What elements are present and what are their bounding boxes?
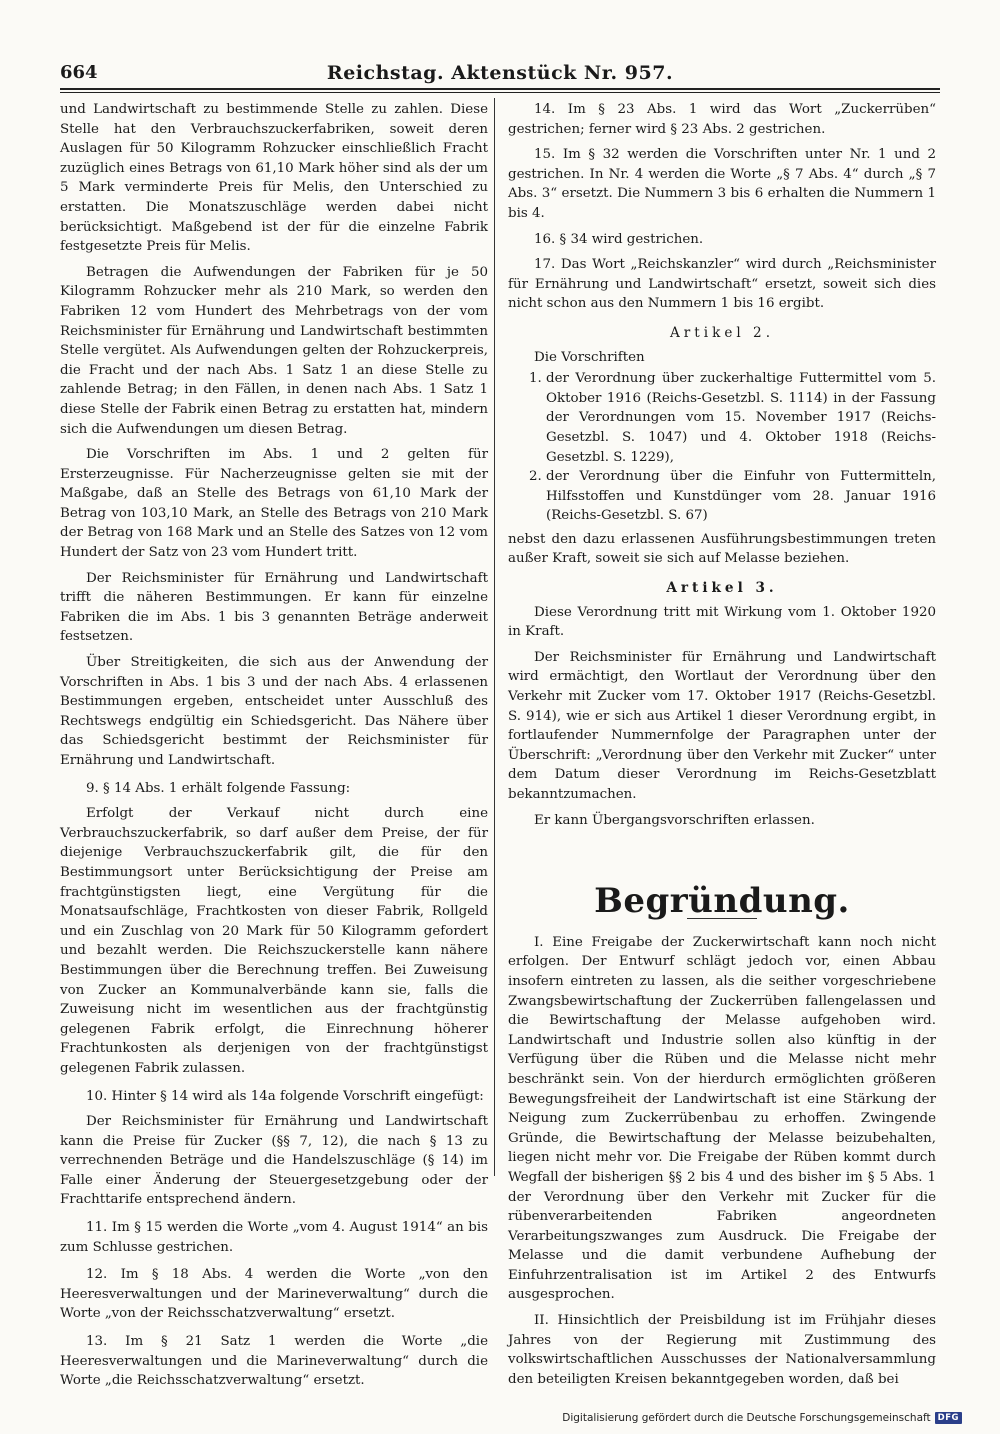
numbered-item: 14. Im § 23 Abs. 1 wird das Wort „Zuckerrüben“ gestrichen; ferner wird § 23 Abs. 2 gestrichen.	[508, 102, 936, 137]
paragraph: Betragen die Aufwendungen der Fabriken für je 50 Kilogramm Rohzucker mehr als 210 Mark, so werden den Fabriken 12 vom Hundert des Mehrbetrags von der vom Reichsminister für Ernährung und Landwirtschaft bestimmten Stelle vergütet. Als Aufwendungen gelten der Rohzuckerpreis, die Fracht und der nach Abs. 1 Satz 1 an diese Stelle zu zahlende Betrag; in den Fällen, in denen nach Abs. 1 Satz 1 diese Stelle der Fabrik einen Betrag zu erstatten hat, mindern sich die Aufwendungen um diesen Betrag.	[60, 264, 488, 437]
paragraph: nebst den dazu erlassenen Ausführungsbestimmungen treten außer Kraft, soweit sie sich auf Melasse beziehen.	[508, 531, 936, 567]
column-divider	[494, 98, 495, 1176]
article-2-heading: Artikel 2.	[669, 324, 775, 341]
list-item: 1. der Verordnung über zuckerhaltige Futtermittel vom 5. Oktober 1916 (Reichs-Gesetzbl. S. 1114) in der Fassung der Verordnungen vom 15. November 1917 (Reichs-Gesetzbl. S. 1047) und 4. Oktober 1918 (Reichs-Gesetzbl. S. 1229),	[546, 369, 936, 467]
numbered-item: 13. Im § 21 Satz 1 werden die Worte „die Heeresverwaltungen und die Marineverwaltung“ durch die Worte „die Reichsschatzverwaltung“ ersetzt.	[60, 1334, 488, 1389]
numbered-item: 12. Im § 18 Abs. 4 werden die Worte „von den Heeresverwaltungen und der Marineverwaltung“ durch die Worte „von der Reichsschatzverwaltung“ ersetzt.	[60, 1267, 488, 1322]
repealed-regulations-list	[508, 369, 936, 526]
begruendung-title: Begründung.	[594, 881, 850, 922]
paragraph: Er kann Übergangsvorschriften erlassen.	[534, 812, 815, 828]
dfg-logo: DFG	[935, 1412, 962, 1424]
left-column	[60, 100, 488, 1397]
numbered-item: 15. Im § 32 werden die Vorschriften unter Nr. 1 und 2 gestrichen. In Nr. 4 werden die Worte „§ 7 Abs. 4“ durch „§ 7 Abs. 3“ ersetzt. Die Nummern 3 bis 6 erhalten die Nummern 1 bis 4.	[508, 147, 936, 221]
page-number: 664	[60, 62, 98, 83]
numbered-item: 11. Im § 15 werden die Worte „vom 4. August 1914“ an bis zum Schlusse gestrichen.	[60, 1220, 488, 1255]
numbered-item: 16. § 34 wird gestrichen.	[534, 231, 704, 247]
header-rule-thin	[60, 92, 940, 93]
paragraph: Erfolgt der Verkauf nicht durch eine Verbrauchszuckerfabrik, so darf außer dem Preise, der für diejenige Verbrauchszuckerfabrik gilt, die für den Bestimmungsort unter Berücksichtigung der Preise am frachtgünstigsten liegt, eine Vergütung für die Monatsaufschläge, Frachtkosten von dieser Fabrik, Rollgeld und ein Zuschlag von 20 Mark für 50 Kilogramm gefordert und bezahlt werden. Die Reichszuckerstelle kann nähere Bestimmungen über die Berechnung treffen. Bei Zuweisung von Zucker an Kommunalverbände kann sie, falls die Zuweisung nicht im wesentlichen aus der frachtgünstig gelegenen Fabrik erfolgt, die Einrechnung höherer Frachtunkosten als derjenigen von der frachtgünstigst gelegenen Fabrik zulassen.	[60, 806, 488, 1076]
footer	[562, 1412, 962, 1424]
numbered-item: 10. Hinter § 14 wird als 14a folgende Vorschrift eingefügt:	[86, 1088, 484, 1104]
paragraph: Über Streitigkeiten, die sich aus der Anwendung der Vorschriften in Abs. 1 bis 3 und der nach Abs. 4 erlassenen Bestimmungen ergeben, entscheidet unter Ausschluß des Rechtswegs endgültig ein Schiedsgericht. Das Nähere über das Schiedsgericht bestimmt der Reichsminister für Ernährung und Landwirtschaft.	[60, 655, 488, 768]
paragraph: und Landwirtschaft zu bestimmende Stelle zu zahlen. Diese Stelle hat den Verbrauchszuckerfabriken, soweit deren Auslagen für 50 Kilogramm Rohzucker einschließlich Fracht zuzüglich eines Betrags von 61,10 Mark höher sind als der um 5 Mark verminderte Preis für Melis, den Unterschied zu erstatten. Die Monatszuschläge werden dabei nicht berücksichtigt. Maßgebend ist der für die einzelne Fabrik festgesetzte Preis für Melis.	[60, 102, 488, 255]
article-3-heading: Artikel 3.	[666, 580, 778, 597]
paragraph: I. Eine Freigabe der Zuckerwirtschaft kann noch nicht erfolgen. Der Entwurf schlägt jedoch vor, einen Abbau insofern eintreten zu lassen, als die seither vorgeschriebene Zwangsbewirtschaftung der Zuckerrüben fallengelassen und die Bewirtschaftung der Melasse aufgehoben wird. Landwirtschaft und Industrie sollen also künftig in der Verfügung über die Rüben und die Melasse nicht mehr beschränkt sein. Von der hierdurch ermöglichten größeren Bewegungsfreiheit der Landwirtschaft ist eine Stärkung der Neigung zum Zuckerrübenbau zu erhoffen. Zwingende Gründe, die Bewirtschaftung der Melasse beizubehalten, liegen nicht mehr vor. Die Freigabe der Rüben kommt durch Wegfall der bisherigen §§ 2 bis 4 und des bisher im § 5 Abs. 1 der Verordnung über den Verkehr mit Zucker für die rübenverarbeitenden Fabriken angeordneten Verarbeitungszwanges zum Ausdruck. Die Freigabe der Melasse und die damit verbundene Aufhebung der Einfuhrzentralisation ist im Artikel 2 des Entwurfs ausgesprochen.	[508, 934, 936, 1303]
footer-text: Digitalisierung gefördert durch die Deutsche Forschungsgemeinschaft	[562, 1412, 931, 1424]
paragraph: Der Reichsminister für Ernährung und Landwirtschaft trifft die näheren Bestimmungen. Er kann für einzelne Fabriken die im Abs. 1 bis 3 genannten Beträge anderweit festsetzen.	[60, 570, 488, 645]
paragraph: II. Hinsichtlich der Preisbildung ist im Frühjahr dieses Jahres von der Regierung mit Zustimmung des volkswirtschaftlichen Ausschusses der Nationalversammlung den beteiligten Kreisen bekanntgegeben worden, daß bei	[508, 1313, 936, 1387]
paragraph: Diese Verordnung tritt mit Wirkung vom 1. Oktober 1920 in Kraft.	[508, 604, 936, 640]
numbered-item: 9. § 14 Abs. 1 erhält folgende Fassung:	[86, 780, 351, 796]
header-rule	[60, 88, 940, 90]
list-item: 2. der Verordnung über die Einfuhr von Futtermitteln, Hilfsstoffen und Kunstdünger vom 28. Januar 1916 (Reichs-Gesetzbl. S. 67)	[546, 467, 936, 526]
running-title: Reichstag. Aktenstück Nr. 957.	[326, 62, 674, 84]
right-column	[508, 100, 936, 1395]
paragraph: Die Vorschriften	[534, 349, 645, 365]
numbered-item: 17. Das Wort „Reichskanzler“ wird durch „Reichsminister für Ernährung und Landwirtschaft“ ersetzt, soweit sich dies nicht schon aus den Nummern 1 bis 16 ergibt.	[508, 257, 936, 312]
paragraph: Die Vorschriften im Abs. 1 und 2 gelten für Ersterzeugnisse. Für Nacherzeugnisse gelten sie mit der Maßgabe, daß an Stelle des Betrags von 61,10 Mark der Betrag von 103,10 Mark, an Stelle des Betrags von 210 Mark der Betrag von 168 Mark und an Stelle des Satzes von 12 vom Hundert der Satz von 23 vom Hundert tritt.	[60, 447, 488, 561]
paragraph: Der Reichsminister für Ernährung und Landwirtschaft kann die Preise für Zucker (§§ 7, 12), die nach § 13 zu verrechnenden Beträge und die Handelszuschläge (§ 14) im Falle einer Änderung der Steuergesetzgebung oder der Frachttarife entsprechend ändern.	[60, 1114, 488, 1208]
paragraph: Der Reichsminister für Ernährung und Landwirtschaft wird ermächtigt, den Wortlaut der Verordnung über den Verkehr mit Zucker vom 17. Oktober 1917 (Reichs-Gesetzbl. S. 914), wie er sich aus Artikel 1 dieser Verordnung ergibt, in fortlaufender Nummernfolge der Paragraphen unter der Überschrift: „Verordnung über den Verkehr mit Zucker“ unter dem Datum dieser Verordnung im Reichs-Gesetzblatt bekanntzumachen.	[508, 649, 936, 802]
page-header	[60, 62, 940, 86]
